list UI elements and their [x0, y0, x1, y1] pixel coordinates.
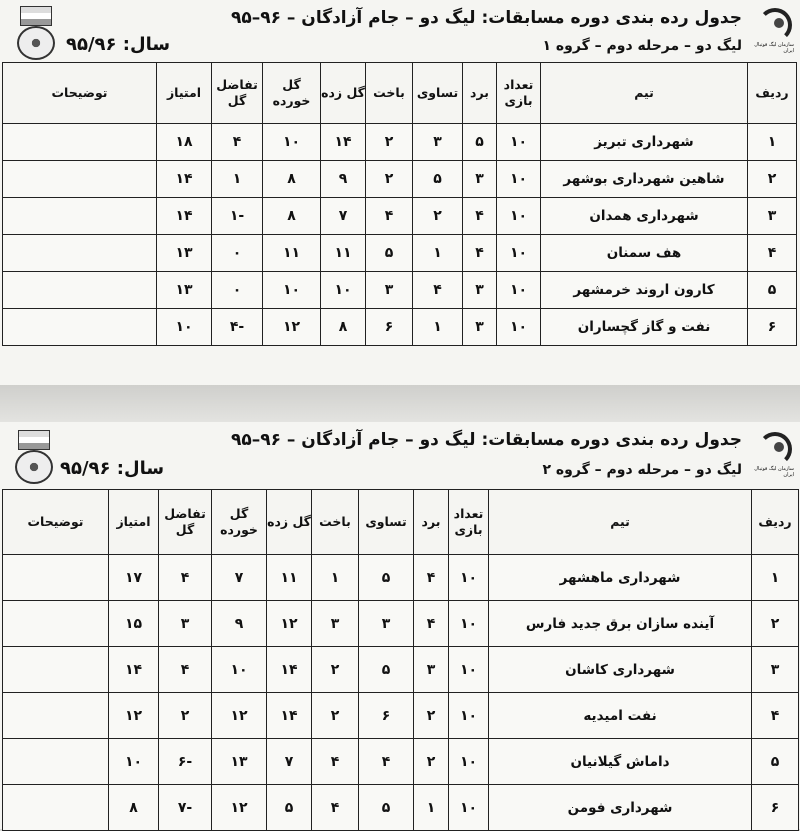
cell-lost: ۳ [366, 272, 413, 309]
season-year: سال: ۹۵/۹۶ [60, 458, 165, 479]
col-header-won: برد [414, 490, 449, 555]
col-header-goals-for: گل زده [267, 490, 312, 555]
cell-drawn: ۱ [413, 309, 463, 346]
cell-played: ۱۰ [497, 124, 541, 161]
cell-goals-against: ۱۱ [263, 235, 321, 272]
cell-notes [3, 785, 109, 831]
cell-goals-for: ۸ [321, 309, 366, 346]
col-header-goal-difference: تفاضل گل [212, 63, 263, 124]
cell-lost: ۴ [312, 785, 359, 831]
cell-goal-difference: ۴ [159, 647, 212, 693]
cell-goal-difference: ۳ [159, 601, 212, 647]
cell-goals-for: ۱۴ [267, 693, 312, 739]
cell-rank: ۲ [752, 601, 799, 647]
cell-goal-difference: -۶ [159, 739, 212, 785]
cell-team: شهرداری تبریز [541, 124, 748, 161]
col-header-lost: باخت [366, 63, 413, 124]
sheet-title: جدول رده بندی دوره مسابقات: لیگ دو – جام آزادگان – ۹۶–۹۵ [230, 430, 742, 450]
cell-goals-against: ۹ [212, 601, 267, 647]
cell-played: ۱۰ [449, 739, 489, 785]
cell-notes [3, 124, 157, 161]
cell-team: کارون اروند خرمشهر [541, 272, 748, 309]
cell-points: ۱۸ [157, 124, 212, 161]
cell-notes [3, 235, 157, 272]
page-divider [0, 385, 800, 422]
cell-lost: ۲ [366, 124, 413, 161]
cell-goal-difference: -۷ [159, 785, 212, 831]
cell-drawn: ۲ [413, 198, 463, 235]
cell-won: ۳ [463, 272, 497, 309]
cell-drawn: ۱ [413, 235, 463, 272]
col-header-points: امتیاز [157, 63, 212, 124]
table-row [3, 309, 797, 346]
cell-goals-against: ۷ [212, 555, 267, 601]
cell-goal-difference: ۰ [212, 235, 263, 272]
cell-goals-for: ۱۲ [267, 601, 312, 647]
cell-drawn: ۴ [413, 272, 463, 309]
cell-goals-for: ۷ [267, 739, 312, 785]
table-row [3, 693, 799, 739]
cell-team: نفت و گاز گچساران [541, 309, 748, 346]
col-header-goals-against: گل خورده [212, 490, 267, 555]
col-header-goal-difference: تفاضل گل [159, 490, 212, 555]
cell-lost: ۴ [366, 198, 413, 235]
cell-lost: ۲ [312, 693, 359, 739]
cell-points: ۱۰ [109, 739, 159, 785]
cell-won: ۳ [463, 161, 497, 198]
cell-notes [3, 693, 109, 739]
cell-team: شهرداری کاشان [489, 647, 752, 693]
cell-lost: ۴ [312, 739, 359, 785]
cell-goals-for: ۷ [321, 198, 366, 235]
cell-played: ۱۰ [497, 235, 541, 272]
col-header-rank: ردیف [752, 490, 799, 555]
cell-points: ۱۵ [109, 601, 159, 647]
cell-won: ۲ [414, 739, 449, 785]
col-header-lost: باخت [312, 490, 359, 555]
cell-goals-for: ۱۱ [267, 555, 312, 601]
sheet-title: جدول رده بندی دوره مسابقات: لیگ دو – جام آزادگان – ۹۶–۹۵ [230, 8, 742, 28]
cell-goal-difference: ۰ [212, 272, 263, 309]
cell-rank: ۴ [748, 235, 797, 272]
cell-notes [3, 272, 157, 309]
cell-team: شهرداری همدان [541, 198, 748, 235]
cell-played: ۱۰ [449, 555, 489, 601]
standings-sheet-group-2 [0, 422, 800, 829]
cell-goals-against: ۱۰ [263, 124, 321, 161]
cell-goals-against: ۱۰ [263, 272, 321, 309]
cell-team: شهرداری ماهشهر [489, 555, 752, 601]
cell-won: ۱ [414, 785, 449, 831]
cell-team: شهرداری فومن [489, 785, 752, 831]
cell-rank: ۶ [748, 309, 797, 346]
cell-drawn: ۵ [359, 785, 414, 831]
cell-notes [3, 739, 109, 785]
cell-goals-against: ۱۲ [263, 309, 321, 346]
col-header-played: تعداد بازی [449, 490, 489, 555]
col-header-points: امتیاز [109, 490, 159, 555]
federation-emblem-icon [12, 428, 54, 484]
table-header-row [3, 63, 797, 124]
cell-points: ۱۴ [157, 161, 212, 198]
cell-team: هف سمنان [541, 235, 748, 272]
cell-rank: ۳ [748, 198, 797, 235]
table-row [3, 647, 799, 693]
table-header-row [3, 490, 799, 555]
league-logo-icon: سازمان لیگ فوتبال ایران [750, 428, 794, 476]
cell-points: ۱۴ [157, 198, 212, 235]
cell-drawn: ۴ [359, 739, 414, 785]
cell-points: ۱۴ [109, 647, 159, 693]
col-header-notes: توضیحات [3, 490, 109, 555]
table-row [3, 272, 797, 309]
cell-drawn: ۶ [359, 693, 414, 739]
cell-points: ۸ [109, 785, 159, 831]
cell-rank: ۴ [752, 693, 799, 739]
cell-rank: ۱ [748, 124, 797, 161]
table-row [3, 739, 799, 785]
cell-won: ۲ [414, 693, 449, 739]
cell-played: ۱۰ [449, 647, 489, 693]
cell-played: ۱۰ [497, 198, 541, 235]
federation-emblem-icon [14, 4, 56, 60]
cell-notes [3, 555, 109, 601]
cell-points: ۱۳ [157, 272, 212, 309]
cell-lost: ۳ [312, 601, 359, 647]
table-row [3, 124, 797, 161]
cell-notes [3, 647, 109, 693]
cell-points: ۱۷ [109, 555, 159, 601]
league-logo-icon: سازمان لیگ فوتبال ایران [750, 4, 794, 52]
cell-played: ۱۰ [497, 272, 541, 309]
cell-points: ۱۰ [157, 309, 212, 346]
cell-team: نفت امیدیه [489, 693, 752, 739]
cell-won: ۳ [414, 647, 449, 693]
cell-notes [3, 309, 157, 346]
cell-points: ۱۲ [109, 693, 159, 739]
cell-goal-difference: ۴ [159, 555, 212, 601]
cell-drawn: ۳ [359, 601, 414, 647]
cell-notes [3, 198, 157, 235]
cell-played: ۱۰ [449, 601, 489, 647]
cell-team: آینده سازان برق جدید فارس [489, 601, 752, 647]
cell-team: شاهین شهرداری بوشهر [541, 161, 748, 198]
cell-lost: ۵ [366, 235, 413, 272]
cell-won: ۴ [463, 235, 497, 272]
table-row [3, 555, 799, 601]
cell-lost: ۲ [312, 647, 359, 693]
cell-points: ۱۳ [157, 235, 212, 272]
cell-drawn: ۳ [413, 124, 463, 161]
cell-goals-against: ۱۲ [212, 785, 267, 831]
cell-rank: ۵ [748, 272, 797, 309]
cell-played: ۱۰ [449, 693, 489, 739]
standings-table-group-2 [2, 489, 799, 831]
cell-drawn: ۵ [359, 647, 414, 693]
cell-won: ۴ [463, 198, 497, 235]
table-row [3, 601, 799, 647]
cell-won: ۴ [414, 601, 449, 647]
cell-drawn: ۵ [413, 161, 463, 198]
cell-goal-difference: ۱ [212, 161, 263, 198]
cell-goal-difference: -۴ [212, 309, 263, 346]
cell-rank: ۶ [752, 785, 799, 831]
cell-goals-against: ۸ [263, 198, 321, 235]
cell-won: ۳ [463, 309, 497, 346]
season-year: سال: ۹۵/۹۶ [66, 34, 171, 55]
cell-played: ۱۰ [497, 309, 541, 346]
cell-played: ۱۰ [497, 161, 541, 198]
cell-goals-for: ۱۱ [321, 235, 366, 272]
cell-goals-for: ۱۴ [321, 124, 366, 161]
cell-rank: ۲ [748, 161, 797, 198]
cell-lost: ۶ [366, 309, 413, 346]
cell-notes [3, 161, 157, 198]
col-header-won: برد [463, 63, 497, 124]
table-row [3, 161, 797, 198]
standings-sheet-group-1 [0, 0, 800, 385]
col-header-team: تیم [489, 490, 752, 555]
cell-goals-against: ۱۳ [212, 739, 267, 785]
standings-table-group-1 [2, 62, 797, 346]
cell-goals-for: ۵ [267, 785, 312, 831]
cell-goals-for: ۹ [321, 161, 366, 198]
table-row [3, 198, 797, 235]
cell-drawn: ۵ [359, 555, 414, 601]
cell-won: ۴ [414, 555, 449, 601]
col-header-rank: ردیف [748, 63, 797, 124]
sheet-subtitle: لیگ دو – مرحله دوم – گروه ۲ [542, 462, 742, 478]
cell-goal-difference: -۱ [212, 198, 263, 235]
col-header-goals-against: گل خورده [263, 63, 321, 124]
col-header-played: تعداد بازی [497, 63, 541, 124]
table-row [3, 785, 799, 831]
cell-lost: ۱ [312, 555, 359, 601]
col-header-drawn: تساوی [413, 63, 463, 124]
sheet-subtitle: لیگ دو – مرحله دوم – گروه ۱ [542, 38, 742, 54]
cell-won: ۵ [463, 124, 497, 161]
cell-goal-difference: ۲ [159, 693, 212, 739]
cell-played: ۱۰ [449, 785, 489, 831]
col-header-drawn: تساوی [359, 490, 414, 555]
cell-rank: ۳ [752, 647, 799, 693]
table-row [3, 235, 797, 272]
cell-rank: ۵ [752, 739, 799, 785]
col-header-team: تیم [541, 63, 748, 124]
cell-rank: ۱ [752, 555, 799, 601]
cell-goals-for: ۱۴ [267, 647, 312, 693]
cell-notes [3, 601, 109, 647]
cell-goals-against: ۸ [263, 161, 321, 198]
col-header-notes: توضیحات [3, 63, 157, 124]
cell-goals-against: ۱۰ [212, 647, 267, 693]
cell-goal-difference: ۴ [212, 124, 263, 161]
col-header-goals-for: گل زده [321, 63, 366, 124]
cell-goals-for: ۱۰ [321, 272, 366, 309]
cell-lost: ۲ [366, 161, 413, 198]
cell-team: داماش گیلانیان [489, 739, 752, 785]
cell-goals-against: ۱۲ [212, 693, 267, 739]
